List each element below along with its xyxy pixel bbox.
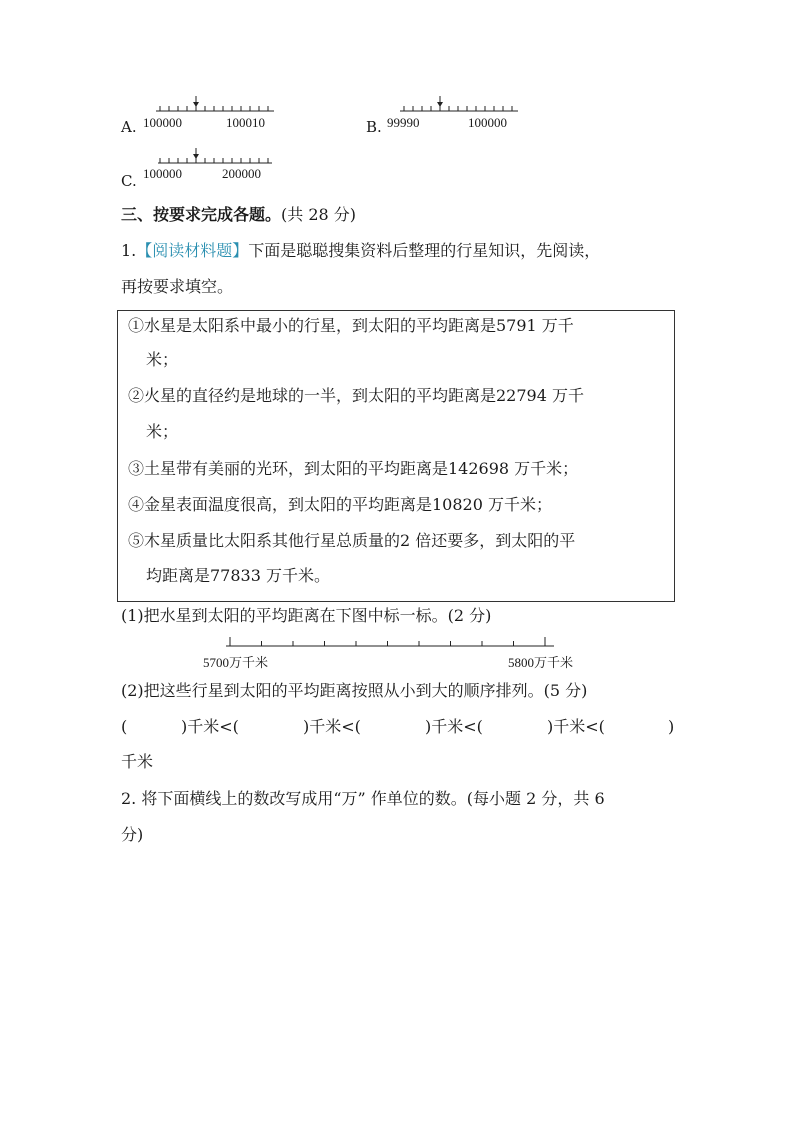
number-line-right-label: 5800万千米 — [508, 655, 574, 670]
blank-separator: )千米<( — [181, 717, 239, 736]
fact-item: ⑤木星质量比太阳系其他行星总质量的2 倍还要多，到太阳的平 — [128, 531, 576, 550]
option-letter: B. — [366, 118, 382, 136]
distance-number-line — [222, 632, 558, 652]
blank-close: ) — [668, 717, 675, 736]
tick-label: 200000 — [222, 166, 261, 181]
blank-open: ( — [121, 717, 128, 736]
facts-box — [117, 310, 675, 602]
fact-item: ②火星的直径约是地球的一半，到太阳的平均距离是22794 万千 — [128, 386, 584, 405]
number-line-c — [154, 146, 276, 168]
part-1-prompt: (1)把水星到太阳的平均距离在下图中标一标。(2 分) — [121, 606, 492, 625]
section-title: 三、按要求完成各题。 — [121, 205, 282, 224]
blank-separator: )千米<( — [547, 717, 605, 736]
number-line-a — [150, 94, 280, 116]
tick-label: 99990 — [387, 115, 420, 130]
answer-blank-3[interactable] — [372, 717, 422, 737]
question-1-intro — [121, 241, 600, 261]
question-text: 下面是聪聪搜集资料后整理的行星知识，先阅读， — [248, 241, 601, 260]
ordering-unit: 千米 — [121, 752, 154, 771]
number-line-b — [396, 94, 522, 116]
question-tag: 【阅读材料题】 — [136, 241, 249, 260]
fact-item: ①水星是太阳系中最小的行星，到太阳的平均距离是5791 万千 — [128, 316, 574, 335]
blank-separator: )千米<( — [425, 717, 483, 736]
question-text-line2: 再按要求填空。 — [121, 277, 234, 296]
fact-item: ④金星表面温度很高，到太阳的平均距离是10820 万千米； — [128, 495, 552, 514]
section-points: (共 28 分) — [281, 205, 357, 224]
section-heading — [121, 205, 356, 225]
fact-item-continued: 米； — [146, 422, 179, 441]
answer-blank-2[interactable] — [250, 717, 300, 737]
option-letter: A. — [121, 118, 137, 136]
tick-label: 100000 — [468, 115, 507, 130]
tick-label: 100000 — [143, 166, 182, 181]
answer-blank-4[interactable] — [494, 717, 544, 737]
option-letter: C. — [121, 172, 137, 190]
tick-label: 100010 — [226, 115, 265, 130]
fact-item-continued: 米； — [146, 350, 179, 369]
answer-blank-1[interactable] — [131, 717, 181, 737]
question-number: 1. — [121, 241, 137, 260]
question-2-text-line2: 分) — [121, 825, 144, 844]
fact-item: ③土星带有美丽的光环，到太阳的平均距离是142698 万千米； — [128, 459, 579, 478]
tick-label: 100000 — [143, 115, 182, 130]
number-line-left-label: 5700万千米 — [203, 655, 269, 670]
fact-item-continued: 均距离是77833 万千米。 — [146, 566, 330, 585]
part-2-prompt: (2)把这些行星到太阳的平均距离按照从小到大的顺序排列。(5 分) — [121, 681, 588, 700]
answer-blank-5[interactable] — [616, 717, 666, 737]
blank-separator: )千米<( — [303, 717, 361, 736]
question-2-text: 2. 将下面横线上的数改写成用“万” 作单位的数。(每小题 2 分，共 6 — [121, 789, 605, 808]
